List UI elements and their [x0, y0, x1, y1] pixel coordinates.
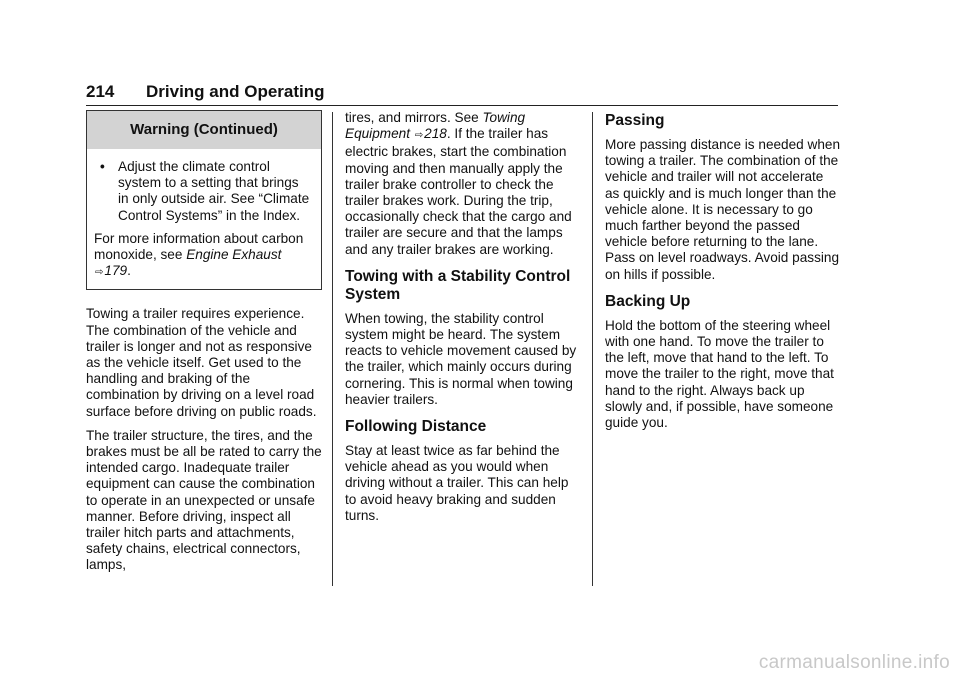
column-3 — [605, 110, 841, 439]
heading-backing-up: Backing Up — [605, 292, 691, 310]
heading-stability-control: Towing with a Stability Control System — [345, 267, 571, 303]
heading-passing: Passing — [605, 112, 665, 129]
paragraph: When towing, the stability control system might be heard. The system reacts to vehicle movement caused by the trailer, which mainly occurs during cornering. This is normal when towing heavier trailers. — [345, 310, 577, 407]
watermark: carmanualsonline.info — [758, 652, 950, 673]
page-number: 214 — [86, 82, 115, 101]
column-2 — [345, 110, 581, 532]
paragraph: Stay at least twice as far behind the vehicle ahead as you would when driving without a trailer. This can help to avoid heavy braking and sudden turns. — [345, 443, 569, 523]
bullet-text: Adjust the climate control system to a setting that brings in only outside air. See “Climate Control Systems” in the Index. — [118, 159, 310, 223]
bullet-symbol: • — [100, 159, 105, 174]
paragraph: The trailer structure, the tires, and the brakes must be all be rated to carry the intended cargo. Inadequate trailer equipment can cause the combination to operate in an unexpected or unsafe manner. Before driving, inspect all trailer hitch parts and attachments, safety chains, electrical connectors, lamps, — [86, 427, 322, 573]
paragraph: Towing a trailer requires experience. The combination of the vehicle and trailer is longer and not as responsive as the vehicle itself. Get used to the handling and braking of the combination by driving on a level road surface before driving on public roads. — [86, 306, 317, 419]
warning-info: For more information about carbon monoxide, see Engine Exhaust ⇨179. — [94, 230, 304, 279]
arrow-right-icon: ⇨ — [95, 267, 104, 279]
paragraph: tires, and mirrors. See Towing Equipment ⇨218. If the trailer has electric brakes, start the combination moving and then manually apply the trailer brake controller to check the trailer brakes work. During the trip, occasionally check that the cargo and trailer are secure and that the lamps and any trailer brakes are working. — [345, 110, 572, 257]
xref-engine-exhaust[interactable]: Engine Exhaust ⇨179 — [95, 247, 282, 279]
warning-box — [86, 110, 322, 290]
column-1 — [86, 110, 322, 582]
paragraph: More passing distance is needed when towing a trailer. The combination of the vehicle and trailer will not accelerate as quickly and is much longer than the vehicle alone. It is necessary to go much farther beyond the passed vehicle before returning to the lane. Pass on level roadways. Avoid passing on hills if possible. — [605, 137, 841, 282]
warning-body — [87, 149, 321, 289]
warning-title: Warning (Continued) — [87, 111, 321, 149]
paragraph: Hold the bottom of the steering wheel with one hand. To move the trailer to the left, move that hand to the left. To move the trailer to the right, move that hand to the right. Always back up slowly and, if possible, have someone guide you. — [605, 317, 834, 431]
column-divider — [592, 112, 593, 586]
xref-towing-equipment[interactable]: Towing Equipment ⇨218 — [345, 110, 526, 142]
heading-following-distance: Following Distance — [345, 418, 487, 436]
section-title: Driving and Operating — [146, 82, 325, 101]
column-divider — [332, 112, 333, 586]
page-header — [86, 82, 838, 106]
arrow-right-icon: ⇨ — [414, 130, 424, 142]
warning-bullet — [94, 159, 311, 224]
